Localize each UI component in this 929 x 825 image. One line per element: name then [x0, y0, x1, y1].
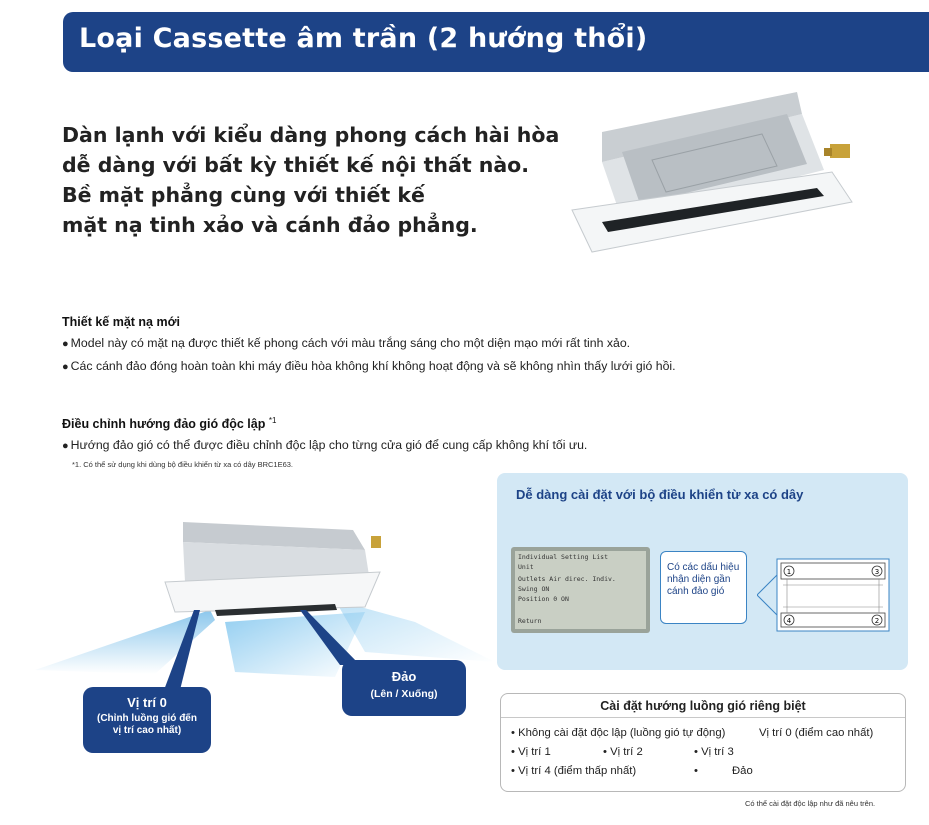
remote-controller-panel [497, 473, 908, 670]
headline-line-4: mặt nạ tinh xảo và cánh đảo phẳng. [62, 213, 478, 237]
bullet-item: ● Model này có mặt nạ được thiết kế phong cách với màu trắng sáng cho một diện mạo mới rất tinh xảo. [62, 336, 631, 350]
lcd-row: Position 0 ON [518, 595, 569, 603]
label-pos0-sub-1: (Chỉnh luồng gió đến [97, 713, 197, 724]
cassette-unit-image [562, 92, 862, 262]
settings-option: • Không cài đặt độc lập (luồng gió tự động) [511, 727, 726, 739]
marker-4: 4 [786, 617, 792, 625]
section-heading-independent-louver: Điều chỉnh hướng đảo gió độc lập $^{*1}$ [62, 416, 277, 432]
settings-option: • Vị trí 2 [603, 746, 643, 758]
headline [62, 120, 582, 240]
marker-1: 1 [786, 568, 792, 576]
callout-box [660, 551, 747, 624]
headline-line-1: Dàn lạnh với kiểu dàng phong cách hài hòa [62, 123, 560, 147]
callout-line: nhận diện gần [667, 574, 731, 585]
headline-line-3: Bề mặt phẳng cùng với thiết kế [62, 183, 425, 207]
remote-lcd-screen [511, 547, 650, 633]
bullet-item: ● Hướng đảo gió có thể được điều chỉnh độc lập cho từng cửa gió để cung cấp không khí tối ưu. [62, 438, 588, 452]
label-pos0-sub-2: vị trí cao nhất) [112, 725, 182, 736]
panel-title: Dễ dàng cài đặt với bộ điều khiển từ xa có dây [516, 487, 804, 502]
lcd-row: Swing ON [518, 585, 550, 593]
footnote: *1. Có thể sử dụng khi dùng bộ điều khiển từ xa có dây BRC1E63. [72, 460, 294, 469]
label-swing-sub: (Lên / Xuống) [370, 688, 438, 700]
cassette-airflow-image [35, 502, 495, 682]
lcd-row: Return [518, 617, 542, 625]
settings-option: • [694, 765, 698, 777]
marker-2: 2 [874, 617, 880, 625]
callout-line: cánh đảo gió [667, 586, 725, 597]
title-bar [63, 12, 929, 72]
label-position-0 [83, 687, 211, 753]
callout-line: Có các dấu hiệu [667, 562, 740, 573]
louver-diagram [757, 555, 897, 635]
settings-option: Vị trí 0 (điểm cao nhất) [759, 727, 874, 739]
settings-option: • Vị trí 4 (điểm thấp nhất) [511, 765, 637, 777]
lcd-row: Outlets Air direc. Indiv. [518, 575, 616, 583]
lcd-row: Individual Setting List [518, 553, 609, 561]
label-swing [342, 660, 466, 716]
settings-heading: Cài đặt hướng luồng gió riêng biệt [501, 694, 905, 718]
settings-option: Đảo [732, 765, 753, 777]
label-swing-main: Đảo [391, 669, 417, 684]
settings-note: Có thể cài đặt độc lập như đã nêu trên. [745, 799, 876, 808]
label-pos0-main: Vị trí 0 [127, 695, 167, 710]
settings-option: • Vị trí 3 [694, 746, 734, 758]
section-heading-mask-design: Thiết kế mặt nạ mới [62, 315, 180, 329]
page-title: Loại Cassette âm trần (2 hướng thổi) [79, 23, 648, 54]
settings-option: • Vị trí 1 [511, 746, 551, 758]
airflow-settings-box [500, 693, 906, 792]
lcd-row: Unit [518, 563, 534, 571]
bullet-item: ● Các cánh đảo đóng hoàn toàn khi máy điều hòa không khí không hoạt động và sẽ không nhìn thấy lưới gió hồi. [62, 359, 676, 373]
marker-3: 3 [874, 568, 880, 576]
headline-line-2: dễ dàng với bất kỳ thiết kế nội thất nào. [62, 153, 530, 177]
